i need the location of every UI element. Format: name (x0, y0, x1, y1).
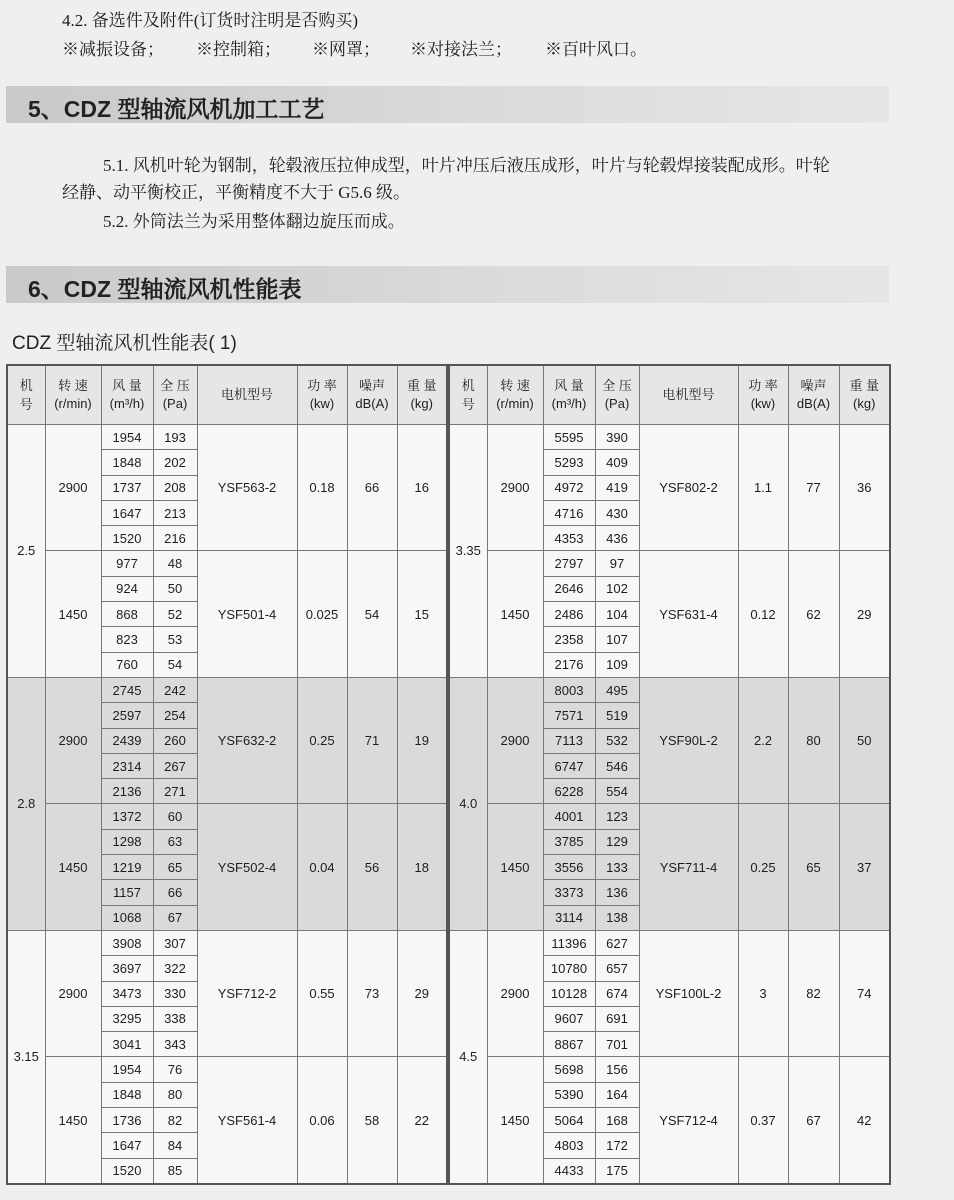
flow-cell: 7113 (543, 728, 595, 753)
noise-header (347, 365, 397, 425)
pressure-cell: 532 (595, 728, 639, 753)
no-header-text: 机号 (19, 378, 33, 412)
pressure-cell: 109 (595, 652, 639, 677)
pressure-cell: 208 (153, 475, 197, 500)
weight-cell: 50 (839, 677, 890, 803)
pressure-cell: 267 (153, 753, 197, 778)
pressure-cell: 202 (153, 450, 197, 475)
weight-cell: 74 (839, 930, 890, 1056)
pressure-cell: 213 (153, 500, 197, 525)
motor-cell: YSF502-4 (197, 804, 297, 930)
pressure-cell: 67 (153, 905, 197, 930)
pressure-cell: 242 (153, 677, 197, 702)
flow-cell: 11396 (543, 930, 595, 955)
table-caption: CDZ 型轴流风机性能表( 1) (12, 333, 237, 354)
motor-header-text: 电机型号 (662, 387, 715, 402)
pressure-cell: 84 (153, 1133, 197, 1158)
section-6-title: 6、CDZ 型轴流风机性能表 (28, 276, 302, 302)
flow-cell: 760 (101, 652, 153, 677)
pressure-cell: 156 (595, 1057, 639, 1082)
flow-cell: 9607 (543, 1006, 595, 1031)
option-flange: ※对接法兰； (410, 40, 512, 59)
para-5-1-line2: 经静、动平衡校正，平衡精度不大于 G5.6 级。 (62, 183, 411, 202)
pressure-cell: 168 (595, 1108, 639, 1133)
motor-cell: YSF712-4 (639, 1057, 738, 1184)
pressure-header (153, 365, 197, 425)
noise-cell: 82 (788, 930, 839, 1056)
option-vibration-damper: ※减振设备； (62, 40, 164, 59)
flow-header (543, 365, 595, 425)
power-header (738, 365, 788, 425)
section-5-header (6, 86, 889, 123)
noise-cell: 56 (347, 804, 397, 930)
speed-cell: 1450 (45, 804, 101, 930)
pressure-cell: 60 (153, 804, 197, 829)
pressure-cell: 519 (595, 703, 639, 728)
noise-header (788, 365, 839, 425)
weight-cell: 29 (397, 930, 447, 1056)
pressure-cell: 495 (595, 677, 639, 702)
noise-header-text: dB(A) (796, 396, 831, 411)
flow-cell: 2439 (101, 728, 153, 753)
option-control-box: ※控制箱； (196, 40, 281, 59)
power-cell: 3 (738, 930, 788, 1056)
power-cell: 0.04 (297, 804, 347, 930)
weight-cell: 36 (839, 425, 890, 551)
pressure-cell: 554 (595, 779, 639, 804)
motor-cell: YSF631-4 (639, 551, 738, 677)
flow-header-text: 风 量 (112, 378, 142, 393)
flow-cell: 924 (101, 576, 153, 601)
pressure-cell: 82 (153, 1108, 197, 1133)
sub-4-2-heading: 4.2. 备选件及附件(订货时注明是否购买) (62, 11, 359, 30)
pressure-cell: 271 (153, 779, 197, 804)
weight-cell: 16 (397, 425, 447, 551)
speed-header (487, 365, 543, 425)
pressure-cell: 691 (595, 1006, 639, 1031)
flow-cell: 2176 (543, 652, 595, 677)
option-mesh-guard: ※网罩； (312, 40, 380, 59)
pressure-cell: 322 (153, 956, 197, 981)
flow-cell: 5064 (543, 1108, 595, 1133)
pressure-cell: 216 (153, 526, 197, 551)
pressure-cell: 254 (153, 703, 197, 728)
pressure-cell: 123 (595, 804, 639, 829)
table-row (449, 425, 890, 450)
pressure-cell: 390 (595, 425, 639, 450)
flow-cell: 5595 (543, 425, 595, 450)
table-row (7, 1057, 447, 1082)
pressure-cell: 133 (595, 855, 639, 880)
weight-cell: 42 (839, 1057, 890, 1184)
flow-cell: 2358 (543, 627, 595, 652)
flow-cell: 1647 (101, 1133, 153, 1158)
flow-cell: 1954 (101, 1057, 153, 1082)
header-row (449, 365, 890, 425)
performance-table-right (448, 364, 891, 1185)
machine-number-cell: 2.5 (7, 425, 45, 678)
pressure-cell: 701 (595, 1032, 639, 1057)
power-cell: 0.37 (738, 1057, 788, 1184)
power-cell: 2.2 (738, 677, 788, 803)
flow-cell: 1736 (101, 1108, 153, 1133)
motor-cell: YSF711-4 (639, 804, 738, 930)
table-row (449, 1057, 890, 1082)
option-louver: ※百叶风口。 (545, 40, 647, 59)
pressure-cell: 76 (153, 1057, 197, 1082)
pressure-cell: 419 (595, 475, 639, 500)
flow-cell: 1520 (101, 526, 153, 551)
power-header-text: 功 率 (748, 378, 778, 393)
flow-cell: 1219 (101, 855, 153, 880)
motor-cell: YSF561-4 (197, 1057, 297, 1184)
weight-cell: 22 (397, 1057, 447, 1184)
speed-cell: 2900 (45, 425, 101, 551)
flow-cell: 1737 (101, 475, 153, 500)
noise-cell: 66 (347, 425, 397, 551)
flow-cell: 1848 (101, 450, 153, 475)
flow-cell: 2314 (101, 753, 153, 778)
power-cell: 0.55 (297, 930, 347, 1056)
pressure-cell: 338 (153, 1006, 197, 1031)
no-header (449, 365, 487, 425)
noise-cell: 77 (788, 425, 839, 551)
weight-header-text: (kg) (410, 396, 433, 411)
pressure-cell: 546 (595, 753, 639, 778)
machine-number-cell: 4.5 (449, 930, 487, 1183)
speed-cell: 2900 (45, 930, 101, 1056)
pressure-cell: 80 (153, 1082, 197, 1107)
pressure-cell: 52 (153, 602, 197, 627)
flow-cell: 5293 (543, 450, 595, 475)
speed-cell: 1450 (487, 551, 543, 677)
pressure-cell: 53 (153, 627, 197, 652)
flow-cell: 10128 (543, 981, 595, 1006)
motor-cell: YSF100L-2 (639, 930, 738, 1056)
flow-cell: 1954 (101, 425, 153, 450)
pressure-cell: 175 (595, 1158, 639, 1184)
motor-cell: YSF501-4 (197, 551, 297, 677)
motor-header (639, 365, 738, 425)
power-cell: 0.06 (297, 1057, 347, 1184)
pressure-cell: 164 (595, 1082, 639, 1107)
table-row (449, 551, 890, 576)
flow-cell: 4353 (543, 526, 595, 551)
flow-cell: 4716 (543, 500, 595, 525)
motor-cell: YSF712-2 (197, 930, 297, 1056)
speed-cell: 2900 (487, 425, 543, 551)
flow-cell: 3114 (543, 905, 595, 930)
power-cell: 0.25 (297, 677, 347, 803)
table-row (449, 804, 890, 829)
flow-cell: 7571 (543, 703, 595, 728)
weight-header (397, 365, 447, 425)
flow-cell: 10780 (543, 956, 595, 981)
speed-header-text: (r/min) (496, 396, 534, 411)
flow-cell: 2745 (101, 677, 153, 702)
noise-header-text: 噪声 (800, 378, 827, 393)
speed-header-text: (r/min) (54, 396, 92, 411)
pressure-cell: 54 (153, 652, 197, 677)
pressure-cell: 102 (595, 576, 639, 601)
pressure-cell: 330 (153, 981, 197, 1006)
machine-number-cell: 3.15 (7, 930, 45, 1183)
section-5-title: 5、CDZ 型轴流风机加工工艺 (28, 96, 325, 122)
weight-cell: 19 (397, 677, 447, 803)
flow-cell: 8867 (543, 1032, 595, 1057)
flow-cell: 977 (101, 551, 153, 576)
power-header (297, 365, 347, 425)
pressure-cell: 193 (153, 425, 197, 450)
noise-cell: 58 (347, 1057, 397, 1184)
flow-cell: 4972 (543, 475, 595, 500)
machine-number-cell: 2.8 (7, 677, 45, 930)
speed-cell: 1450 (45, 1057, 101, 1184)
pressure-cell: 674 (595, 981, 639, 1006)
power-header-text: 功 率 (307, 378, 337, 393)
pressure-header-text: (Pa) (604, 396, 630, 411)
motor-cell: YSF563-2 (197, 425, 297, 551)
pressure-cell: 107 (595, 627, 639, 652)
motor-cell: YSF802-2 (639, 425, 738, 551)
weight-header-text: 重 量 (849, 378, 880, 393)
noise-cell: 80 (788, 677, 839, 803)
pressure-cell: 260 (153, 728, 197, 753)
power-cell: 0.25 (738, 804, 788, 930)
motor-header-text: 电机型号 (220, 387, 273, 402)
noise-cell: 54 (347, 551, 397, 677)
pressure-header-text: 全 压 (602, 378, 632, 393)
speed-cell: 1450 (487, 804, 543, 930)
flow-cell: 3908 (101, 930, 153, 955)
machine-number-cell: 4.0 (449, 677, 487, 930)
flow-cell: 8003 (543, 677, 595, 702)
pressure-cell: 50 (153, 576, 197, 601)
pressure-cell: 343 (153, 1032, 197, 1057)
pressure-cell: 63 (153, 829, 197, 854)
table-row (7, 551, 447, 576)
no-header (7, 365, 45, 425)
flow-cell: 2646 (543, 576, 595, 601)
flow-cell: 2486 (543, 602, 595, 627)
flow-cell: 2797 (543, 551, 595, 576)
weight-cell: 18 (397, 804, 447, 930)
pressure-cell: 430 (595, 500, 639, 525)
weight-cell: 37 (839, 804, 890, 930)
noise-cell: 65 (788, 804, 839, 930)
flow-cell: 1157 (101, 880, 153, 905)
flow-cell: 1520 (101, 1158, 153, 1184)
flow-cell: 5698 (543, 1057, 595, 1082)
flow-cell: 4001 (543, 804, 595, 829)
pressure-cell: 48 (153, 551, 197, 576)
weight-header (839, 365, 890, 425)
power-cell: 0.18 (297, 425, 347, 551)
power-cell: 0.12 (738, 551, 788, 677)
table-row (7, 677, 447, 702)
flow-cell: 3373 (543, 880, 595, 905)
flow-cell: 868 (101, 602, 153, 627)
performance-table-left (6, 364, 448, 1185)
flow-header-text: (m³/h) (551, 396, 587, 411)
flow-cell: 3556 (543, 855, 595, 880)
flow-cell: 3041 (101, 1032, 153, 1057)
noise-header-text: 噪声 (358, 378, 385, 393)
flow-cell: 1298 (101, 829, 153, 854)
pressure-header-text: (Pa) (162, 396, 188, 411)
flow-cell: 3697 (101, 956, 153, 981)
flow-cell: 3295 (101, 1006, 153, 1031)
flow-cell: 2597 (101, 703, 153, 728)
pressure-cell: 65 (153, 855, 197, 880)
flow-cell: 1068 (101, 905, 153, 930)
header-row (7, 365, 447, 425)
weight-header-text: (kg) (853, 396, 876, 411)
power-header-text: (kw) (309, 396, 335, 411)
power-cell: 1.1 (738, 425, 788, 551)
weight-cell: 29 (839, 551, 890, 677)
speed-header-text: 转 速 (58, 378, 88, 393)
motor-header (197, 365, 297, 425)
machine-number-cell: 3.35 (449, 425, 487, 678)
speed-cell: 1450 (487, 1057, 543, 1184)
flow-cell: 6747 (543, 753, 595, 778)
pressure-cell: 627 (595, 930, 639, 955)
pressure-cell: 172 (595, 1133, 639, 1158)
weight-cell: 15 (397, 551, 447, 677)
power-header-text: (kw) (750, 396, 776, 411)
noise-cell: 73 (347, 930, 397, 1056)
noise-cell: 71 (347, 677, 397, 803)
pressure-header-text: 全 压 (160, 378, 190, 393)
para-5-2: 5.2. 外筒法兰为采用整体翻边旋压而成。 (103, 212, 405, 231)
pressure-cell: 436 (595, 526, 639, 551)
speed-header (45, 365, 101, 425)
noise-header-text: dB(A) (355, 396, 389, 411)
pressure-cell: 85 (153, 1158, 197, 1184)
motor-cell: YSF632-2 (197, 677, 297, 803)
speed-cell: 2900 (487, 930, 543, 1056)
pressure-cell: 136 (595, 880, 639, 905)
flow-cell: 4803 (543, 1133, 595, 1158)
speed-cell: 2900 (45, 677, 101, 803)
no-header-text: 机号 (461, 378, 475, 412)
flow-cell: 2136 (101, 779, 153, 804)
para-5-1-line1: 5.1. 风机叶轮为钢制，轮毂液压拉伸成型，叶片冲压后液压成形，叶片与轮毂焊接装配成形。叶轮 (103, 156, 830, 175)
motor-cell: YSF90L-2 (639, 677, 738, 803)
noise-cell: 62 (788, 551, 839, 677)
flow-cell: 1848 (101, 1082, 153, 1107)
pressure-cell: 66 (153, 880, 197, 905)
table-row (449, 930, 890, 955)
flow-header (101, 365, 153, 425)
speed-header-text: 转 速 (500, 378, 530, 393)
pressure-cell: 657 (595, 956, 639, 981)
flow-header-text: 风 量 (554, 378, 584, 393)
flow-cell: 5390 (543, 1082, 595, 1107)
pressure-cell: 307 (153, 930, 197, 955)
pressure-header (595, 365, 639, 425)
noise-cell: 67 (788, 1057, 839, 1184)
speed-cell: 1450 (45, 551, 101, 677)
flow-cell: 3473 (101, 981, 153, 1006)
flow-cell: 6228 (543, 779, 595, 804)
table-row (7, 930, 447, 955)
pressure-cell: 104 (595, 602, 639, 627)
weight-header-text: 重 量 (406, 378, 437, 393)
flow-header-text: (m³/h) (109, 396, 145, 411)
pressure-cell: 97 (595, 551, 639, 576)
flow-cell: 823 (101, 627, 153, 652)
speed-cell: 2900 (487, 677, 543, 803)
flow-cell: 1372 (101, 804, 153, 829)
table-row (449, 677, 890, 702)
pressure-cell: 138 (595, 905, 639, 930)
flow-cell: 4433 (543, 1158, 595, 1184)
pressure-cell: 129 (595, 829, 639, 854)
section-6-header (6, 266, 889, 303)
flow-cell: 1647 (101, 500, 153, 525)
power-cell: 0.025 (297, 551, 347, 677)
pressure-cell: 409 (595, 450, 639, 475)
table-row (7, 804, 447, 829)
flow-cell: 3785 (543, 829, 595, 854)
table-row (7, 425, 447, 450)
